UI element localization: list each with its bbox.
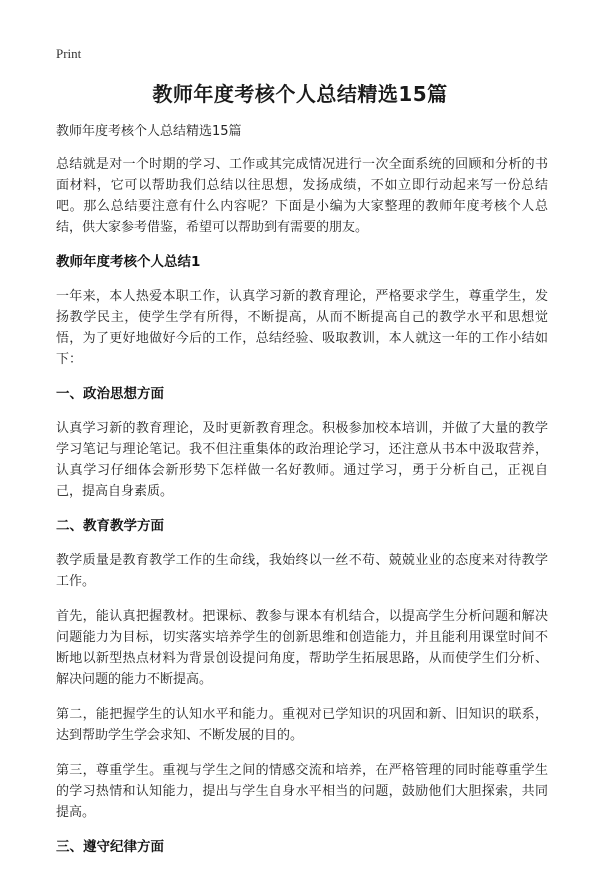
part2-paragraph-1: 教学质量是教育教学工作的生命线，我始终以一丝不苟、兢兢业业的态度来对待教学工作。 (56, 553, 548, 589)
article-body (56, 122, 548, 871)
part1-heading: 一、政治思想方面 (56, 386, 164, 402)
section-heading: 教师年度考核个人总结1 (56, 254, 201, 270)
page-title: 教师年度考核个人总结精选15篇 (152, 82, 448, 106)
section-intro-paragraph: 一年来，本人热爱本职工作，认真学习新的教育理论，严格要求学生，尊重学生，发扬教学民主，使学生学有所得，不断提高，从而不断提高自己的教学水平和思想觉悟，为了更好地做好今后的工作，总结经验、吸取教训，本人就这一年的工作小结如下： (56, 289, 548, 367)
part3-heading: 三、遵守纪律方面 (56, 839, 164, 855)
part2-paragraph-2: 首先，能认真把握教材。把课标、教参与课本有机结合，以提高学生分析问题和解决问题能力为目标，切实落实培养学生的创新思维和创造能力，并且能利用课堂时间不断地以新型热点材料为背景创设提问角度，帮助学生拓展思路，从而使学生们分析、解决问题的能力不断提高。 (56, 609, 548, 687)
part2-heading: 二、教育教学方面 (56, 518, 164, 534)
intro-paragraph: 总结就是对一个时期的学习、工作或其完成情况进行一次全面系统的回顾和分析的书面材料，它可以帮助我们总结以往思想，发扬成绩，不如立即行动起来写一份总结吧。那么总结要注意有什么内容呢？下面是小编为大家整理的教师年度考核个人总结，供大家参考借鉴，希望可以帮助到有需要的朋友。 (56, 157, 548, 235)
part1-paragraph: 认真学习新的教育理论，及时更新教育理念。积极参加校本培训，并做了大量的教学学习笔记与理论笔记。我不但注重集体的政治理论学习，还注意从书本中汲取营养，认真学习仔细体会新形势下怎样做一名好教师。通过学习，勇于分析自己，正视自己，提高自身素质。 (56, 421, 548, 499)
part2-paragraph-4: 第三，尊重学生。重视与学生之间的情感交流和培养，在严格管理的同时能尊重学生的学习热情和认知能力，提出与学生自身水平相当的问题，鼓励他们大胆探索，共同提高。 (56, 763, 548, 820)
article-subtitle: 教师年度考核个人总结精选15篇 (56, 124, 242, 139)
print-link[interactable]: Print (56, 46, 82, 61)
part2-paragraph-3: 第二，能把握学生的认知水平和能力。重视对已学知识的巩固和新、旧知识的联系，达到帮助学生学会求知、不断发展的目的。 (56, 707, 548, 743)
